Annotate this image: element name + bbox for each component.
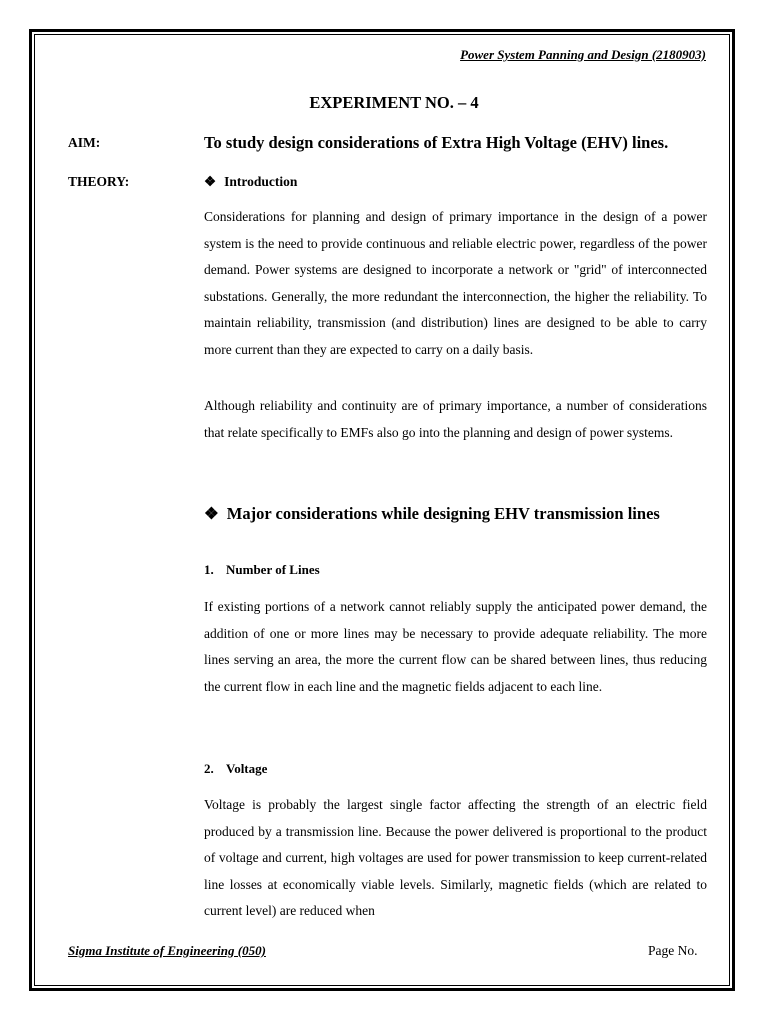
aim-label: AIM: bbox=[68, 135, 101, 150]
course-reference: Power System Panning and Design (2180903) bbox=[460, 47, 706, 62]
diamond-bullet-icon: ❖ bbox=[204, 504, 219, 523]
section-heading-number-of-lines bbox=[204, 562, 320, 578]
aim-text: To study design considerations of Extra High Voltage (EHV) lines. bbox=[204, 133, 669, 152]
diamond-bullet-icon: ❖ bbox=[204, 174, 217, 189]
major-heading-text: Major considerations while designing EHV transmission lines bbox=[226, 504, 660, 523]
footer-institute: Sigma Institute of Engineering (050) bbox=[68, 943, 266, 958]
intro-paragraph-1: Considerations for planning and design of primary importance in the design of a power system is the need to provide continuous and reliable electric power, regardless of the power demand. Power systems are designed to incorporate a network or "grid" of interconnected substations. Generally, the more redundant the interconnection, the higher the reliability. To maintain reliability, transmission (and distribution) lines are designed to be able to carry more current than they are expected to carry on a daily basis. bbox=[204, 209, 707, 357]
intro-heading-text: Introduction bbox=[224, 174, 298, 189]
section-title: Voltage bbox=[226, 761, 268, 776]
section-number: 1. bbox=[204, 562, 214, 577]
intro-heading bbox=[204, 174, 297, 190]
theory-label: THEORY: bbox=[68, 174, 130, 189]
footer-page-number: Page No. bbox=[648, 943, 698, 958]
section-title: Number of Lines bbox=[226, 562, 320, 577]
major-considerations-heading bbox=[204, 504, 660, 524]
experiment-title: EXPERIMENT NO. – 4 bbox=[309, 93, 479, 112]
section-text-voltage: Voltage is probably the largest single factor affecting the strength of an electric field produced by a transmission line. Because the power delivered is proportional to the product of voltage and current, high voltages are used for power transmission to keep current-related line losses at economically viable levels. Similarly, magnetic fields (which are related to current level) are reduced when bbox=[204, 797, 707, 919]
intro-paragraph-2: Although reliability and continuity are of primary importance, a number of considerations that relate specifically to EMFs also go into the planning and design of power systems. bbox=[204, 398, 707, 440]
section-number: 2. bbox=[204, 761, 214, 776]
section-text-number-of-lines: If existing portions of a network cannot reliably supply the anticipated power demand, the addition of one or more lines may be necessary to provide adequate reliability. The more lines serving an area, the more the current flow can be shared between lines, thus reducing the current flow in each line and the magnetic fields adjacent to each line. bbox=[204, 599, 707, 694]
section-heading-voltage bbox=[204, 761, 267, 777]
